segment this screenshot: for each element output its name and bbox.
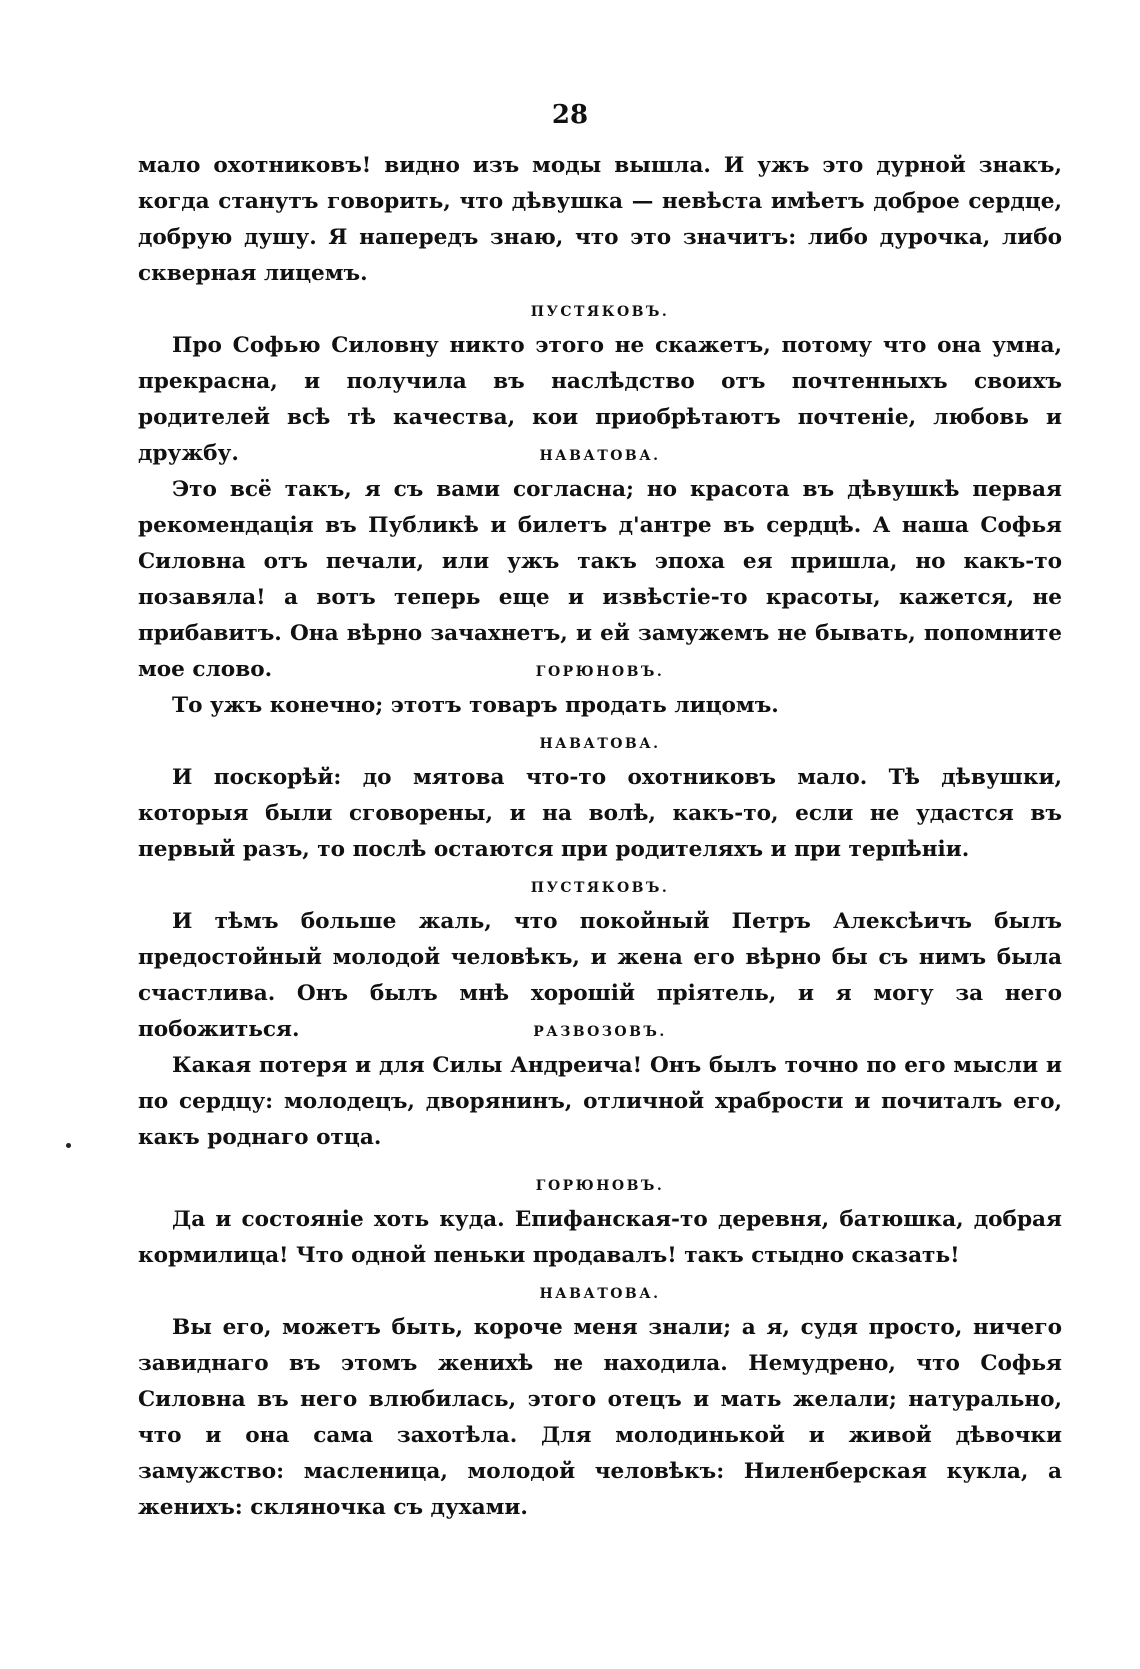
speaker-name: ГОРЮНОВЪ. <box>535 664 665 680</box>
speaker-name: НАВАТОВА. <box>539 736 661 752</box>
speaker-name: РАЗВОЗОВЪ. <box>533 1024 667 1040</box>
paragraph: мало охотниковъ! видно изъ моды вышла. И ужъ это дурной знакъ, когда станутъ говорить, что дѣвушка — невѣста имѣетъ доброе сердце, добрую душу. Я напередъ знаю, что это значитъ: либо дурочка, либо скверная лицемъ. <box>138 153 1062 286</box>
speaker-name: ГОРЮНОВЪ. <box>535 1178 665 1194</box>
paragraph: Это всё такъ, я съ вами согласна; но красота въ дѣвушкѣ первая рекомендація въ Публикѣ и билетъ д'антре въ сердцѣ. А наша Софья Силовна отъ печали, или ужъ такъ эпоха ея пришла, но какъ-то позавяла! а вотъ теперь еще и извѣстіе-то красоты, кажется, не прибавитъ. Она вѣрно зачахнетъ, и ей замужемъ не бывать, попомните мое слово. <box>138 477 1062 682</box>
paragraph: Про Софью Силовну никто этого не скажетъ, потому что она умна, прекрасна, и получила въ наслѣдство отъ почтенныхъ своихъ родителей всѣ тѣ качества, кои приобрѣтаютъ почтеніе, любовь и дружбу. <box>138 333 1062 466</box>
paragraph: Да и состояніе хоть куда. Епифанская-то деревня, батюшка, добрая кормилица! Что одной пеньки продавалъ! такъ стыдно сказать! <box>138 1207 1062 1268</box>
paragraph: Какая потеря и для Силы Андреича! Онъ былъ точно по его мысли и по сердцу: молодецъ, дворянинъ, отличной храбрости и почиталъ его, какъ роднаго отца. <box>138 1053 1062 1150</box>
page-number: 28 <box>551 100 589 130</box>
paragraph: И поскорѣй: до мятова что-то охотниковъ мало. Тѣ дѣвушки, которыя были сговорены, и на волѣ, какъ-то, если не удастся въ первый разъ, то послѣ остаются при родителяхъ и при терпѣніи. <box>138 765 1062 862</box>
paragraph: То ужъ конечно; этотъ товаръ продать лицомъ. <box>172 693 779 718</box>
paragraph: И тѣмъ больше жаль, что покойный Петръ Алексѣичъ былъ предостойный молодой человѣкъ, и жена его вѣрно бы съ нимъ была счастлива. Онъ былъ мнѣ хорошій пріятель, и я могу за него побожиться. <box>138 909 1062 1042</box>
speaker-name: НАВАТОВА. <box>539 1286 661 1302</box>
speaker-name: НАВАТОВА. <box>539 448 661 464</box>
page-speck <box>66 1143 71 1148</box>
paragraph: Вы его, можетъ быть, короче меня знали; а я, судя просто, ничего завиднаго въ этомъ женихѣ не находила. Немудрено, что Софья Силовна въ него влюбилась, этого отецъ и мать желали; натурально, что и она сама захотѣла. Для молодинькой и живой дѣвочки замужство: масленица, молодой человѣкъ: Ниленберская кукла, а женихъ: скляночка съ духами. <box>138 1315 1062 1520</box>
play-text <box>138 148 1062 1520</box>
speaker-name: ПУСТЯКОВЪ. <box>530 304 670 320</box>
speaker-name: ПУСТЯКОВЪ. <box>530 880 670 896</box>
